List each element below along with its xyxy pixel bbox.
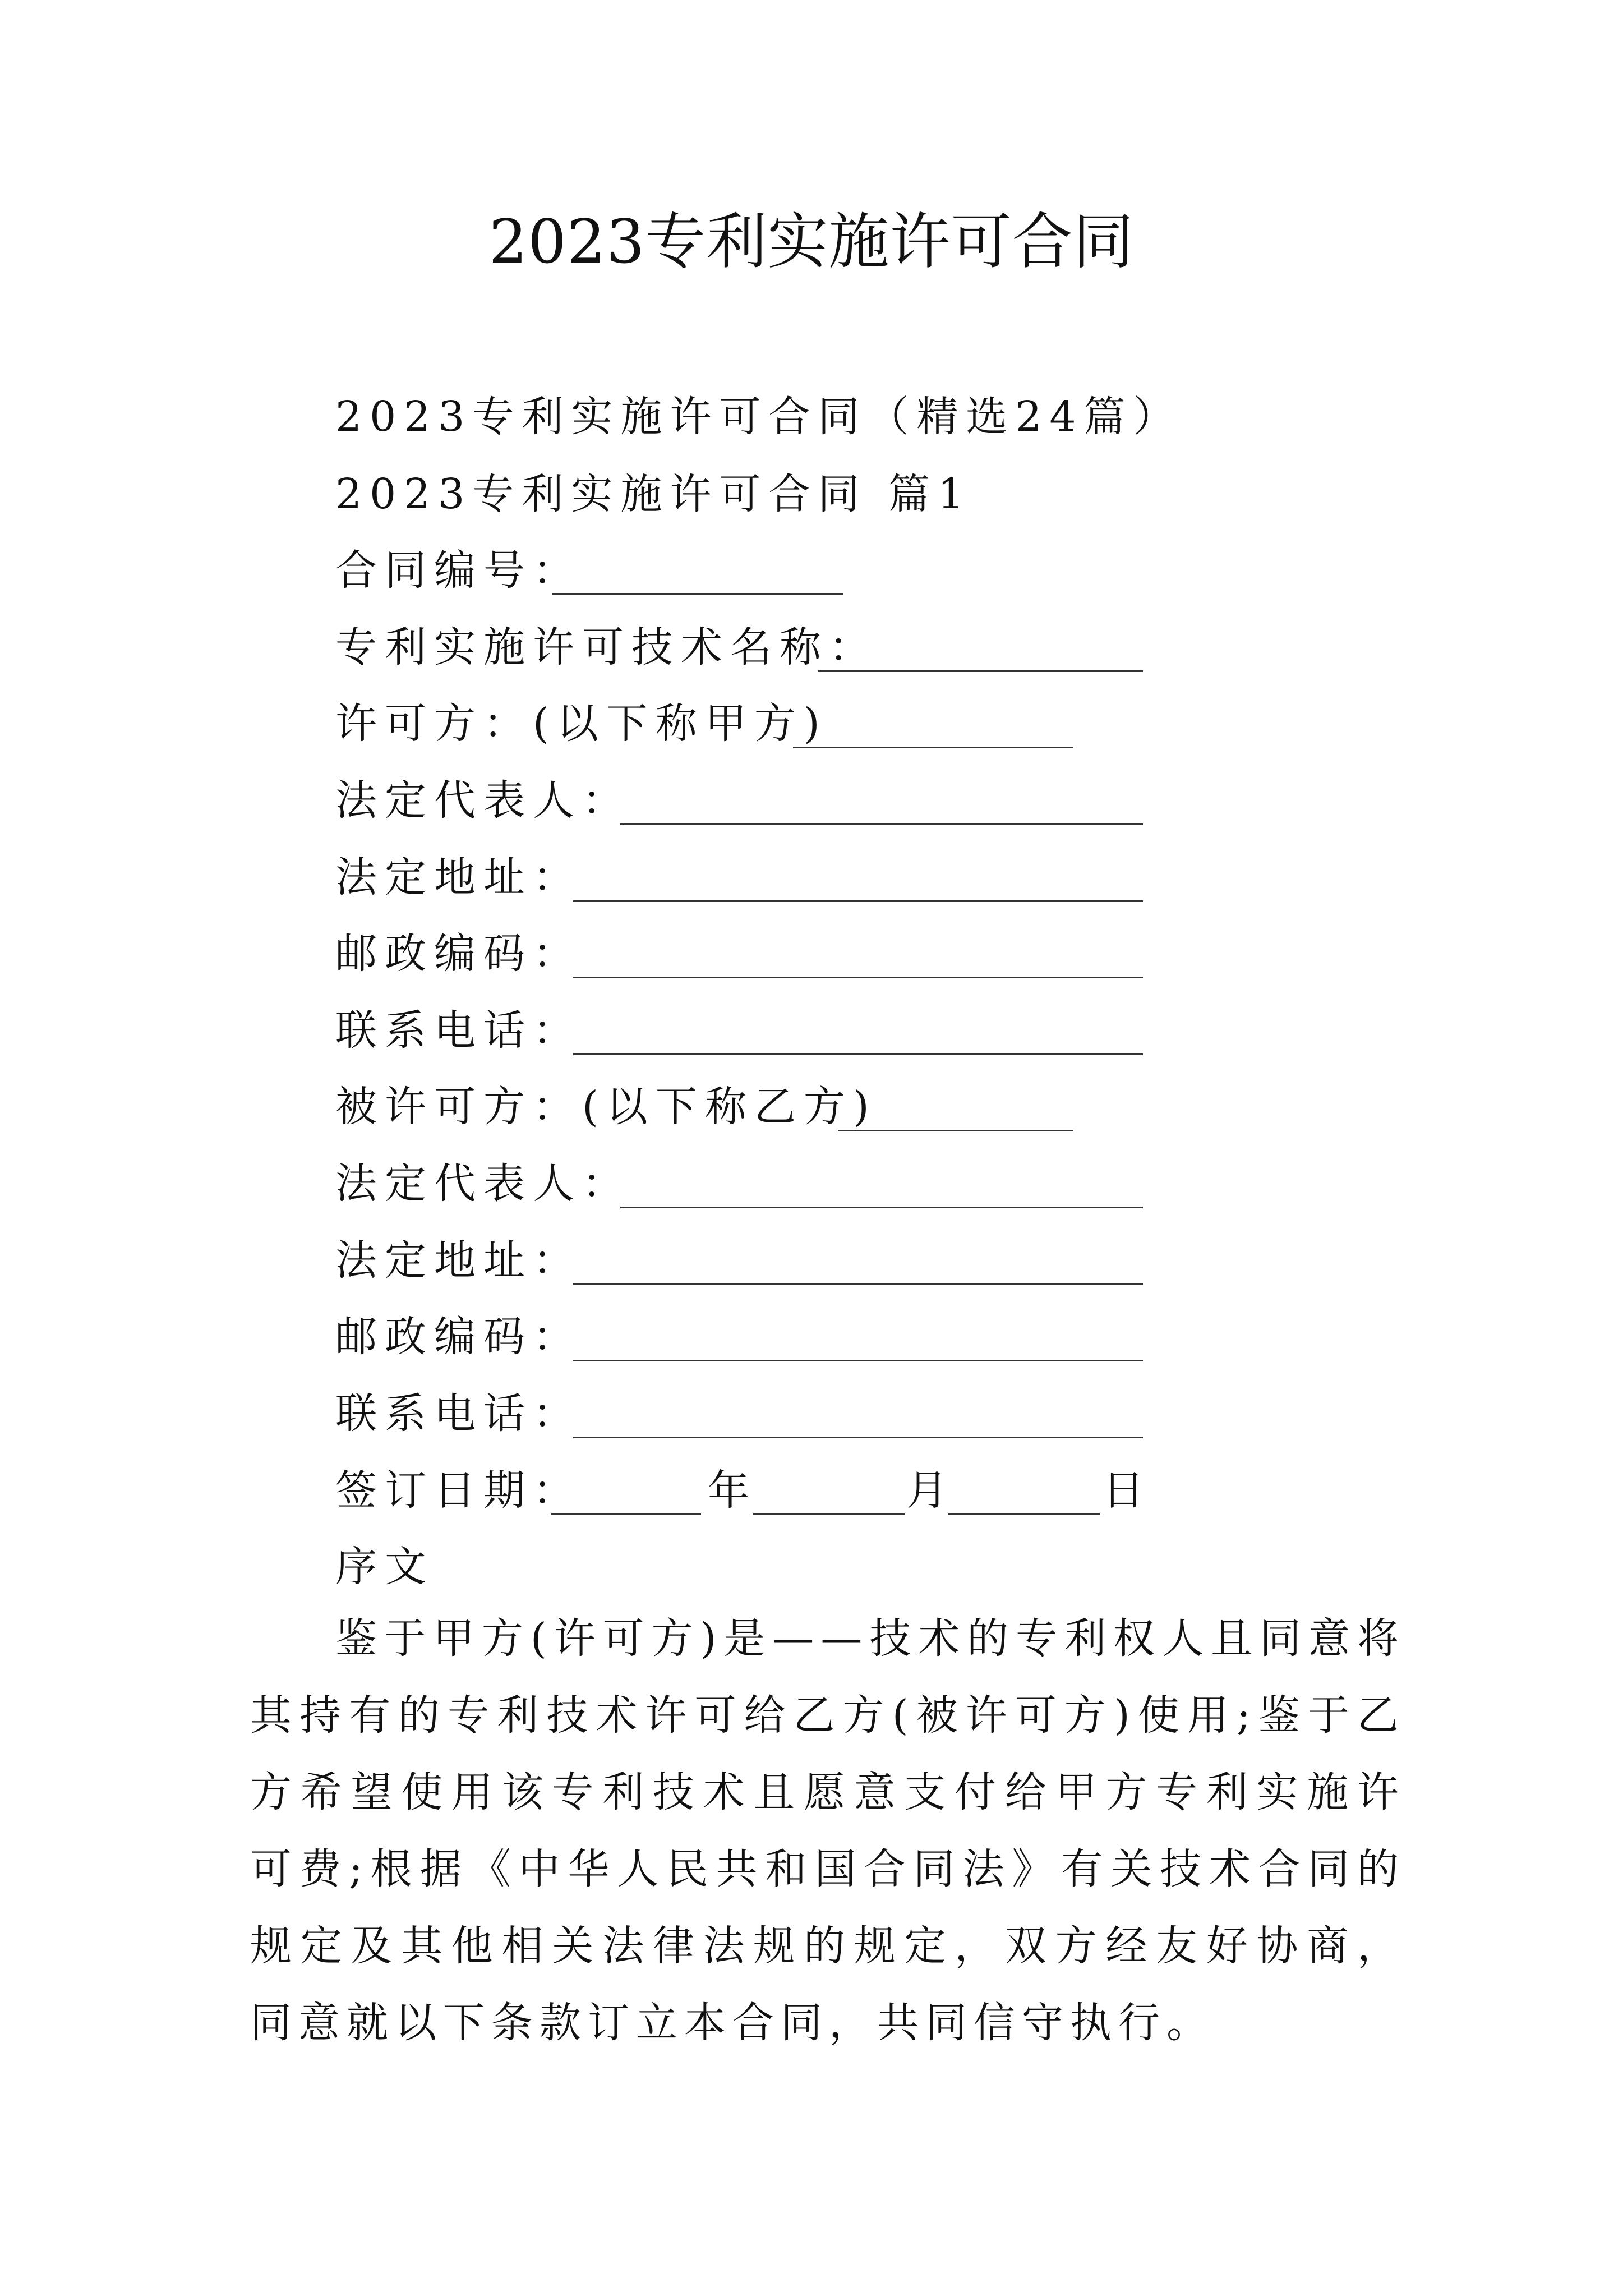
licensee-representative-blank[interactable] [620, 1207, 1143, 1208]
day-blank[interactable] [948, 1513, 1100, 1515]
field-label: 联系电话： [335, 1389, 582, 1438]
licensee-address-field [335, 1230, 582, 1291]
licensor-representative-field [335, 770, 631, 831]
preface-heading: 序文 [335, 1543, 434, 1591]
licensee-postcode-blank[interactable] [573, 1360, 1143, 1361]
month-blank[interactable] [753, 1513, 905, 1515]
licensee-field [335, 1076, 877, 1138]
preface-paragraph: 鉴于甲方(许可方)是——技术的专利权人且同意将其持有的专利技术许可给乙方(被许可方)使用;鉴于乙方希望使用该专利技术且愿意支付给甲方专利实施许可费;根据《中华人民共和国合同法》有关技术合同的规定及其他相关法律法规的规定，双方经友好协商，同意就以下条款订立本合同，共同信守执行。 [250, 1614, 1405, 2047]
field-label: 法定代表人： [335, 1159, 631, 1208]
field-label: 法定地址： [335, 1236, 582, 1285]
licensee-phone-blank[interactable] [573, 1437, 1143, 1438]
licensor-field [335, 693, 828, 754]
field-label: 许可方：(以下称甲方) [335, 700, 828, 748]
field-label: 专利实施许可技术名称： [335, 623, 878, 671]
document-title: 2023专利实施许可合同 [488, 207, 1135, 277]
field-label: 邮政编码： [335, 930, 582, 978]
document-subtitle: 2023专利实施许可合同（精选24篇） [335, 393, 1183, 441]
licensee-phone-field [335, 1383, 582, 1444]
year-label: 年 [708, 1466, 757, 1515]
licensor-address-blank[interactable] [573, 900, 1143, 902]
year-blank[interactable] [551, 1513, 701, 1515]
signing-date-field [335, 1460, 1154, 1521]
licensor-blank[interactable] [793, 747, 1073, 748]
field-label: 法定地址： [335, 853, 582, 901]
licensor-phone-blank[interactable] [573, 1053, 1143, 1055]
licensee-postcode-field [335, 1306, 582, 1368]
licensee-blank[interactable] [838, 1130, 1073, 1131]
field-label: 合同编号： [335, 546, 582, 595]
licensor-address-field [335, 846, 582, 908]
licensor-postcode-blank[interactable] [573, 977, 1143, 978]
field-label: 法定代表人： [335, 776, 631, 825]
technology-name-blank[interactable] [818, 670, 1143, 672]
day-label: 日 [1103, 1466, 1152, 1515]
licensor-phone-field [335, 1000, 582, 1061]
field-label: 联系电话： [335, 1006, 582, 1055]
contract-number-field [335, 540, 582, 601]
field-label: 被许可方：(以下称乙方) [335, 1083, 877, 1131]
field-label: 邮政编码： [335, 1313, 582, 1361]
section-heading: 2023专利实施许可合同 篇1 [335, 470, 972, 518]
field-label: 签订日期： [335, 1466, 582, 1515]
contract-number-blank[interactable] [552, 593, 843, 595]
licensor-postcode-field [335, 923, 582, 984]
licensee-address-blank[interactable] [573, 1283, 1143, 1285]
technology-name-field [335, 616, 878, 678]
licensee-representative-field [335, 1153, 631, 1214]
month-label: 月 [906, 1466, 956, 1515]
licensor-representative-blank[interactable] [620, 823, 1143, 825]
